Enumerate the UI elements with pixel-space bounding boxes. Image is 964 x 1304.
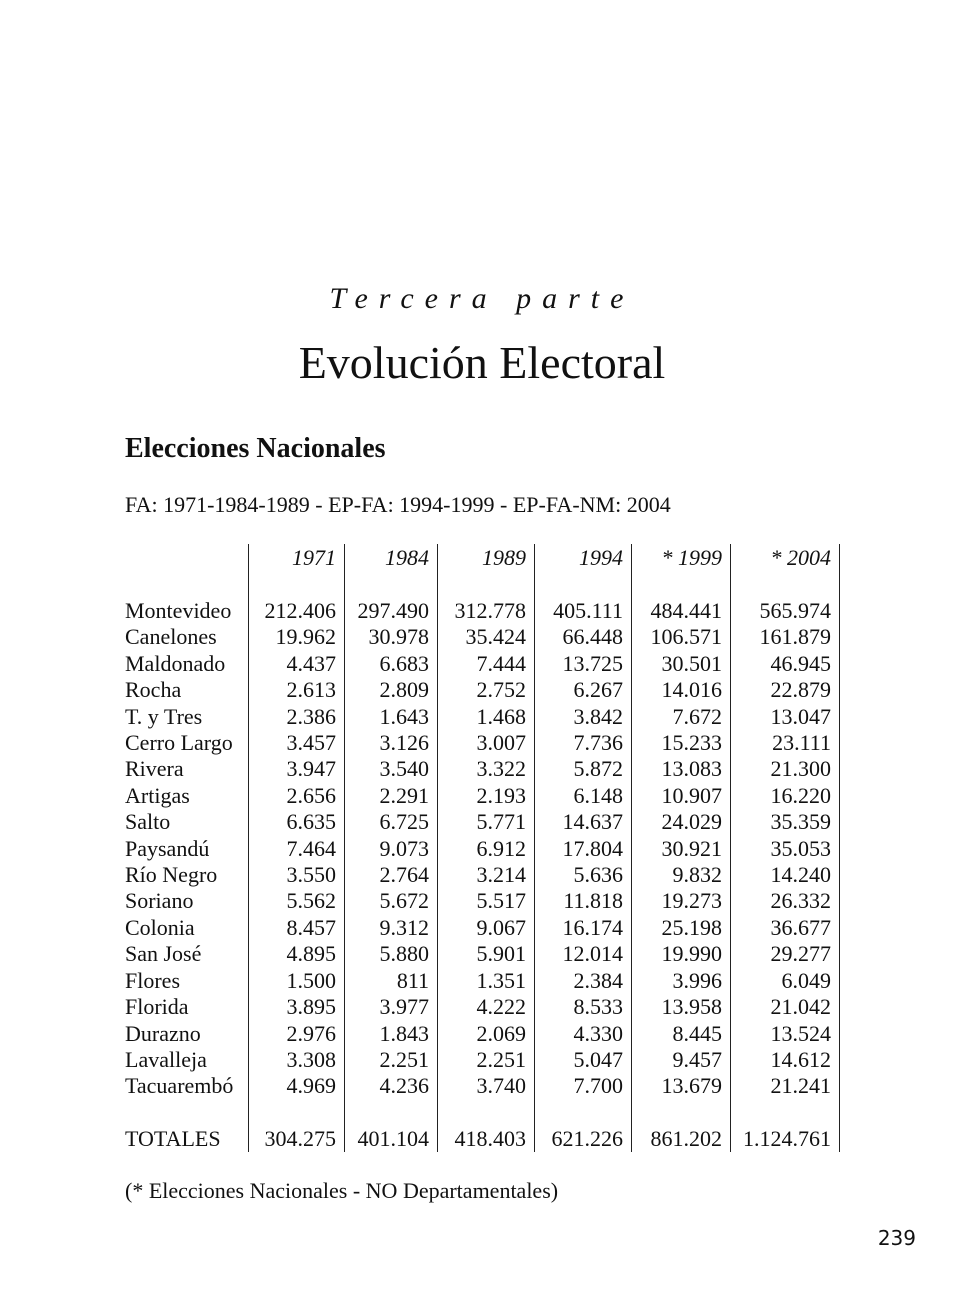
- vote-count-cell: 19.962: [249, 624, 345, 650]
- vote-count-cell: 4.222: [438, 994, 535, 1020]
- table-row: [125, 836, 840, 862]
- department-name-cell: Artigas: [125, 783, 249, 809]
- vote-count-cell: 8.445: [632, 1021, 731, 1047]
- vote-count-cell: 4.437: [249, 651, 345, 677]
- vote-count-cell: 35.053: [731, 836, 840, 862]
- vote-count-cell: 16.220: [731, 783, 840, 809]
- spacer-cell: [249, 1100, 345, 1126]
- department-name-cell: Lavalleja: [125, 1047, 249, 1073]
- department-name-cell: Río Negro: [125, 862, 249, 888]
- department-name-cell: San José: [125, 941, 249, 967]
- vote-count-cell: 14.016: [632, 677, 731, 703]
- vote-count-cell: 3.977: [345, 994, 438, 1020]
- vote-count-cell: 13.524: [731, 1021, 840, 1047]
- vote-count-cell: 4.969: [249, 1073, 345, 1099]
- vote-count-cell: 3.457: [249, 730, 345, 756]
- vote-count-cell: 2.069: [438, 1021, 535, 1047]
- table-row: [125, 598, 840, 624]
- vote-count-cell: 9.312: [345, 915, 438, 941]
- vote-count-cell: 811: [345, 968, 438, 994]
- vote-count-cell: 7.700: [535, 1073, 632, 1099]
- vote-count-cell: 24.029: [632, 809, 731, 835]
- vote-count-cell: 22.879: [731, 677, 840, 703]
- header-year-1994: 1994: [535, 544, 632, 572]
- vote-count-cell: 3.214: [438, 862, 535, 888]
- spacer-cell: [249, 572, 345, 598]
- department-name-cell: Cerro Largo: [125, 730, 249, 756]
- vote-count-cell: 2.386: [249, 704, 345, 730]
- vote-count-cell: 405.111: [535, 598, 632, 624]
- vote-count-cell: 2.764: [345, 862, 438, 888]
- vote-count-cell: 35.359: [731, 809, 840, 835]
- vote-count-cell: 3.996: [632, 968, 731, 994]
- vote-count-cell: 5.672: [345, 888, 438, 914]
- vote-count-cell: 19.990: [632, 941, 731, 967]
- vote-count-cell: 4.895: [249, 941, 345, 967]
- vote-count-cell: 8.533: [535, 994, 632, 1020]
- vote-count-cell: 11.818: [535, 888, 632, 914]
- election-results-table: [125, 544, 840, 1152]
- vote-count-cell: 1.500: [249, 968, 345, 994]
- table-row: [125, 624, 840, 650]
- vote-count-cell: 1.124.761: [731, 1126, 840, 1152]
- spacer-cell: [632, 572, 731, 598]
- vote-count-cell: 9.832: [632, 862, 731, 888]
- vote-count-cell: 2.656: [249, 783, 345, 809]
- table-row: [125, 915, 840, 941]
- page-number: 239: [877, 1226, 916, 1250]
- department-name-cell: T. y Tres: [125, 704, 249, 730]
- vote-count-cell: 9.067: [438, 915, 535, 941]
- vote-count-cell: 5.880: [345, 941, 438, 967]
- vote-count-cell: 66.448: [535, 624, 632, 650]
- vote-count-cell: 13.083: [632, 756, 731, 782]
- vote-count-cell: 10.907: [632, 783, 731, 809]
- vote-count-cell: 13.679: [632, 1073, 731, 1099]
- vote-count-cell: 17.804: [535, 836, 632, 862]
- department-name-cell: Durazno: [125, 1021, 249, 1047]
- vote-count-cell: 16.174: [535, 915, 632, 941]
- department-name-cell: Florida: [125, 994, 249, 1020]
- department-name-cell: Rocha: [125, 677, 249, 703]
- vote-count-cell: 297.490: [345, 598, 438, 624]
- vote-count-cell: 3.540: [345, 756, 438, 782]
- vote-count-cell: 26.332: [731, 888, 840, 914]
- spacer-row: [125, 1100, 840, 1126]
- part-label: Tercera parte: [329, 282, 635, 315]
- vote-count-cell: 3.895: [249, 994, 345, 1020]
- vote-count-cell: 13.958: [632, 994, 731, 1020]
- vote-count-cell: 2.752: [438, 677, 535, 703]
- vote-count-cell: 7.672: [632, 704, 731, 730]
- table-row: [125, 968, 840, 994]
- vote-count-cell: 3.007: [438, 730, 535, 756]
- vote-count-cell: 36.677: [731, 915, 840, 941]
- vote-count-cell: 3.550: [249, 862, 345, 888]
- vote-count-cell: 4.330: [535, 1021, 632, 1047]
- vote-count-cell: 14.612: [731, 1047, 840, 1073]
- table-row: [125, 941, 840, 967]
- vote-count-cell: 35.424: [438, 624, 535, 650]
- totals-row: [125, 1126, 840, 1152]
- vote-count-cell: 15.233: [632, 730, 731, 756]
- department-name-cell: Paysandú: [125, 836, 249, 862]
- vote-count-cell: 3.308: [249, 1047, 345, 1073]
- vote-count-cell: 304.275: [249, 1126, 345, 1152]
- vote-count-cell: 2.251: [438, 1047, 535, 1073]
- vote-count-cell: 5.901: [438, 941, 535, 967]
- vote-count-cell: 1.351: [438, 968, 535, 994]
- vote-count-cell: 14.637: [535, 809, 632, 835]
- department-name-cell: Salto: [125, 809, 249, 835]
- vote-count-cell: 418.403: [438, 1126, 535, 1152]
- vote-count-cell: 14.240: [731, 862, 840, 888]
- spacer-cell: [438, 572, 535, 598]
- table-body: [125, 572, 840, 1152]
- vote-count-cell: 5.517: [438, 888, 535, 914]
- vote-count-cell: 2.251: [345, 1047, 438, 1073]
- vote-count-cell: 3.947: [249, 756, 345, 782]
- vote-count-cell: 6.267: [535, 677, 632, 703]
- table-row: [125, 756, 840, 782]
- table-row: [125, 994, 840, 1020]
- table-row: [125, 888, 840, 914]
- vote-count-cell: 861.202: [632, 1126, 731, 1152]
- department-name-cell: Canelones: [125, 624, 249, 650]
- table-row: [125, 1047, 840, 1073]
- spacer-row: [125, 572, 840, 598]
- spacer-cell: [125, 1100, 249, 1126]
- header-year-1989: 1989: [438, 544, 535, 572]
- vote-count-cell: 25.198: [632, 915, 731, 941]
- vote-count-cell: 21.300: [731, 756, 840, 782]
- header-year-2004: * 2004: [731, 544, 840, 572]
- chapter-title: Evolución Electoral: [298, 337, 666, 388]
- vote-count-cell: 30.501: [632, 651, 731, 677]
- vote-count-cell: 23.111: [731, 730, 840, 756]
- department-name-cell: Montevideo: [125, 598, 249, 624]
- vote-count-cell: 19.273: [632, 888, 731, 914]
- table-row: [125, 704, 840, 730]
- vote-count-cell: 6.635: [249, 809, 345, 835]
- vote-count-cell: 7.736: [535, 730, 632, 756]
- table-row: [125, 862, 840, 888]
- spacer-cell: [632, 1100, 731, 1126]
- spacer-cell: [731, 1100, 840, 1126]
- table-row: [125, 783, 840, 809]
- header-department: [125, 544, 249, 572]
- department-name-cell: Colonia: [125, 915, 249, 941]
- department-name-cell: Tacuarembó: [125, 1073, 249, 1099]
- vote-count-cell: 6.049: [731, 968, 840, 994]
- department-name-cell: Rivera: [125, 756, 249, 782]
- spacer-cell: [345, 1100, 438, 1126]
- department-name-cell: TOTALES: [125, 1126, 249, 1152]
- vote-count-cell: 1.643: [345, 704, 438, 730]
- vote-count-cell: 8.457: [249, 915, 345, 941]
- table-row: [125, 809, 840, 835]
- section-title: Elecciones Nacionales: [125, 433, 386, 464]
- vote-count-cell: 46.945: [731, 651, 840, 677]
- department-name-cell: Maldonado: [125, 651, 249, 677]
- vote-count-cell: 621.226: [535, 1126, 632, 1152]
- vote-count-cell: 21.042: [731, 994, 840, 1020]
- vote-count-cell: 9.073: [345, 836, 438, 862]
- spacer-cell: [438, 1100, 535, 1126]
- vote-count-cell: 6.912: [438, 836, 535, 862]
- vote-count-cell: 2.613: [249, 677, 345, 703]
- spacer-cell: [345, 572, 438, 598]
- vote-count-cell: 5.771: [438, 809, 535, 835]
- vote-count-cell: 3.126: [345, 730, 438, 756]
- vote-count-cell: 1.468: [438, 704, 535, 730]
- spacer-cell: [731, 572, 840, 598]
- table-row: [125, 651, 840, 677]
- vote-count-cell: 1.843: [345, 1021, 438, 1047]
- header-year-1999: * 1999: [632, 544, 731, 572]
- vote-count-cell: 5.562: [249, 888, 345, 914]
- vote-count-cell: 30.978: [345, 624, 438, 650]
- vote-count-cell: 21.241: [731, 1073, 840, 1099]
- spacer-cell: [535, 1100, 632, 1126]
- department-name-cell: Flores: [125, 968, 249, 994]
- vote-count-cell: 9.457: [632, 1047, 731, 1073]
- vote-count-cell: 5.636: [535, 862, 632, 888]
- vote-count-cell: 3.322: [438, 756, 535, 782]
- vote-count-cell: 6.725: [345, 809, 438, 835]
- vote-count-cell: 2.384: [535, 968, 632, 994]
- vote-count-cell: 2.976: [249, 1021, 345, 1047]
- spacer-cell: [125, 572, 249, 598]
- header-year-1971: 1971: [249, 544, 345, 572]
- spacer-cell: [535, 572, 632, 598]
- table-row: [125, 677, 840, 703]
- department-name-cell: Soriano: [125, 888, 249, 914]
- vote-count-cell: 6.683: [345, 651, 438, 677]
- table-row: [125, 1021, 840, 1047]
- vote-count-cell: 106.571: [632, 624, 731, 650]
- vote-count-cell: 5.047: [535, 1047, 632, 1073]
- vote-count-cell: 312.778: [438, 598, 535, 624]
- vote-count-cell: 2.809: [345, 677, 438, 703]
- vote-count-cell: 5.872: [535, 756, 632, 782]
- table-header-row: [125, 544, 840, 572]
- vote-count-cell: 3.740: [438, 1073, 535, 1099]
- section-subtitle: FA: 1971-1984-1989 - EP-FA: 1994-1999 - EP-FA-NM: 2004: [125, 492, 671, 517]
- vote-count-cell: 13.725: [535, 651, 632, 677]
- vote-count-cell: 6.148: [535, 783, 632, 809]
- header-year-1984: 1984: [345, 544, 438, 572]
- vote-count-cell: 2.291: [345, 783, 438, 809]
- vote-count-cell: 3.842: [535, 704, 632, 730]
- vote-count-cell: 4.236: [345, 1073, 438, 1099]
- vote-count-cell: 7.444: [438, 651, 535, 677]
- vote-count-cell: 12.014: [535, 941, 632, 967]
- vote-count-cell: 401.104: [345, 1126, 438, 1152]
- vote-count-cell: 29.277: [731, 941, 840, 967]
- vote-count-cell: 565.974: [731, 598, 840, 624]
- footnote: (* Elecciones Nacionales - NO Departamentales): [125, 1178, 559, 1203]
- table-row: [125, 1073, 840, 1099]
- vote-count-cell: 161.879: [731, 624, 840, 650]
- vote-count-cell: 7.464: [249, 836, 345, 862]
- vote-count-cell: 2.193: [438, 783, 535, 809]
- vote-count-cell: 212.406: [249, 598, 345, 624]
- vote-count-cell: 30.921: [632, 836, 731, 862]
- vote-count-cell: 484.441: [632, 598, 731, 624]
- vote-count-cell: 13.047: [731, 704, 840, 730]
- table-row: [125, 730, 840, 756]
